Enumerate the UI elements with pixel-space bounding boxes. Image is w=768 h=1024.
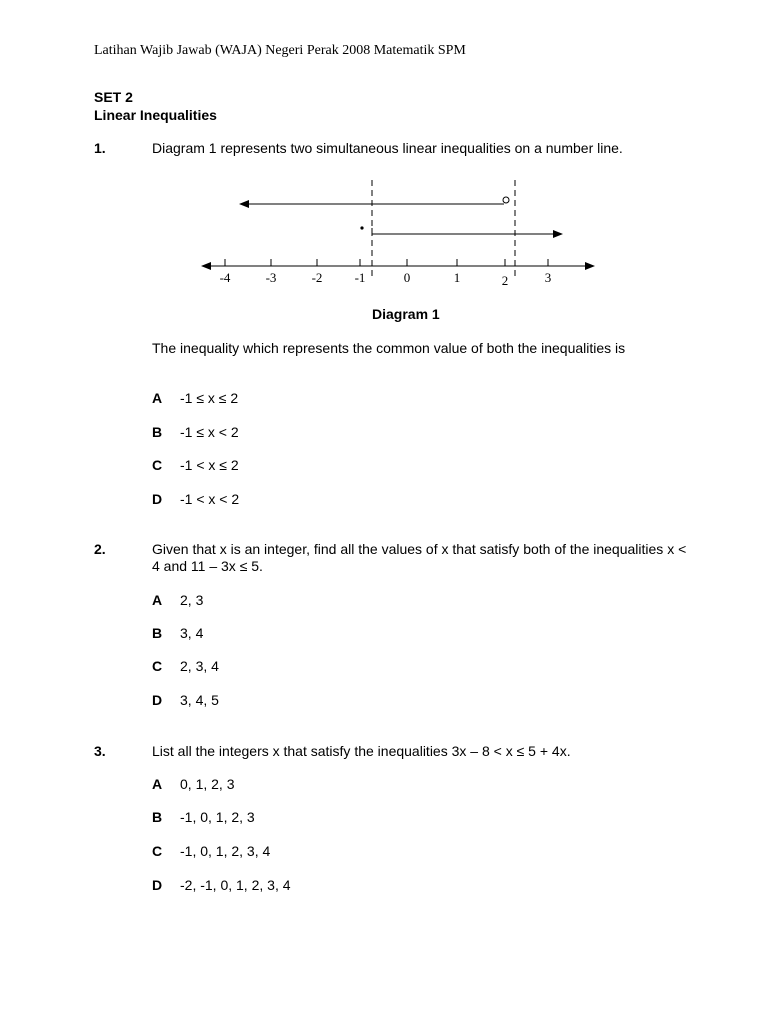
question-2-option-c[interactable] [152,658,219,674]
option-letter: B [152,424,163,440]
set-label: SET 2 [94,89,133,105]
option-letter: A [152,390,163,406]
question-1-prompt: The inequality which represents the common value of both the inequalities is [152,340,626,356]
question-1-option-d[interactable] [152,491,239,507]
option-text: 3, 4, 5 [180,692,219,708]
option-letter: C [152,457,163,473]
dot-marker [360,226,363,229]
tick-label: -4 [219,270,231,285]
option-letter: D [152,692,163,708]
diagram-caption: Diagram 1 [372,306,440,322]
question-3-option-d[interactable] [152,877,291,893]
tick-label: -3 [265,270,277,285]
tick-label: -2 [311,270,323,285]
tick-label: 1 [453,270,461,285]
option-text: -1, 0, 1, 2, 3 [180,809,255,825]
number-line-left-head [201,262,211,270]
lower-arrow-head [553,230,563,238]
option-text: -1 < x ≤ 2 [180,457,239,473]
question-3-option-b[interactable] [152,809,255,825]
option-text: 2, 3, 4 [180,658,219,674]
option-letter: C [152,843,163,859]
option-text: -1, 0, 1, 2, 3, 4 [180,843,271,859]
question-3-option-c[interactable] [152,843,270,859]
tick-label: 3 [544,270,552,285]
tick-group [220,259,552,288]
question-2-option-b[interactable] [152,625,203,641]
option-letter: B [152,809,163,825]
question-3-option-a[interactable] [152,776,234,792]
question-2-number: 2. [94,541,106,557]
question-1-text: Diagram 1 represents two simultaneous linear inequalities on a number line. [152,140,623,156]
open-circle [503,197,509,203]
option-text: -1 ≤ x < 2 [180,424,239,440]
option-text: 3, 4 [180,625,204,641]
tick-label: 0 [403,270,411,285]
question-3-number: 3. [94,743,106,759]
set-title [94,88,217,124]
option-text: 0, 1, 2, 3 [180,776,235,792]
question-2-option-d[interactable] [152,692,219,708]
option-text: -1 < x < 2 [180,491,240,507]
upper-arrow-head [239,200,249,208]
option-text: -2, -1, 0, 1, 2, 3, 4 [180,877,291,893]
question-1-option-b[interactable] [152,424,239,440]
number-line-diagram [195,178,605,296]
option-letter: B [152,625,163,641]
option-letter: D [152,877,163,893]
question-1-option-c[interactable] [152,457,239,473]
number-line-right-head [585,262,595,270]
topic-title: Linear Inequalities [94,107,217,123]
tick-label: 2 [501,273,509,288]
question-2-text: Given that x is an integer, find all the values of x that satisfy both of the inequalities x < 4 and 11 – 3x ≤ 5. [152,541,687,574]
option-letter: D [152,491,163,507]
option-letter: A [152,776,163,792]
option-text: 2, 3 [180,592,204,608]
page-header: Latihan Wajib Jawab (WAJA) Negeri Perak 2008 Matematik SPM [94,43,466,58]
option-letter: A [152,592,163,608]
tick-label: -1 [354,270,366,285]
question-1-option-a[interactable] [152,390,238,406]
option-letter: C [152,658,163,674]
question-2-option-a[interactable] [152,592,203,608]
question-1-number: 1. [94,140,106,156]
option-text: -1 ≤ x ≤ 2 [180,390,239,406]
question-3-text: List all the integers x that satisfy the inequalities 3x – 8 < x ≤ 5 + 4x. [152,743,571,759]
